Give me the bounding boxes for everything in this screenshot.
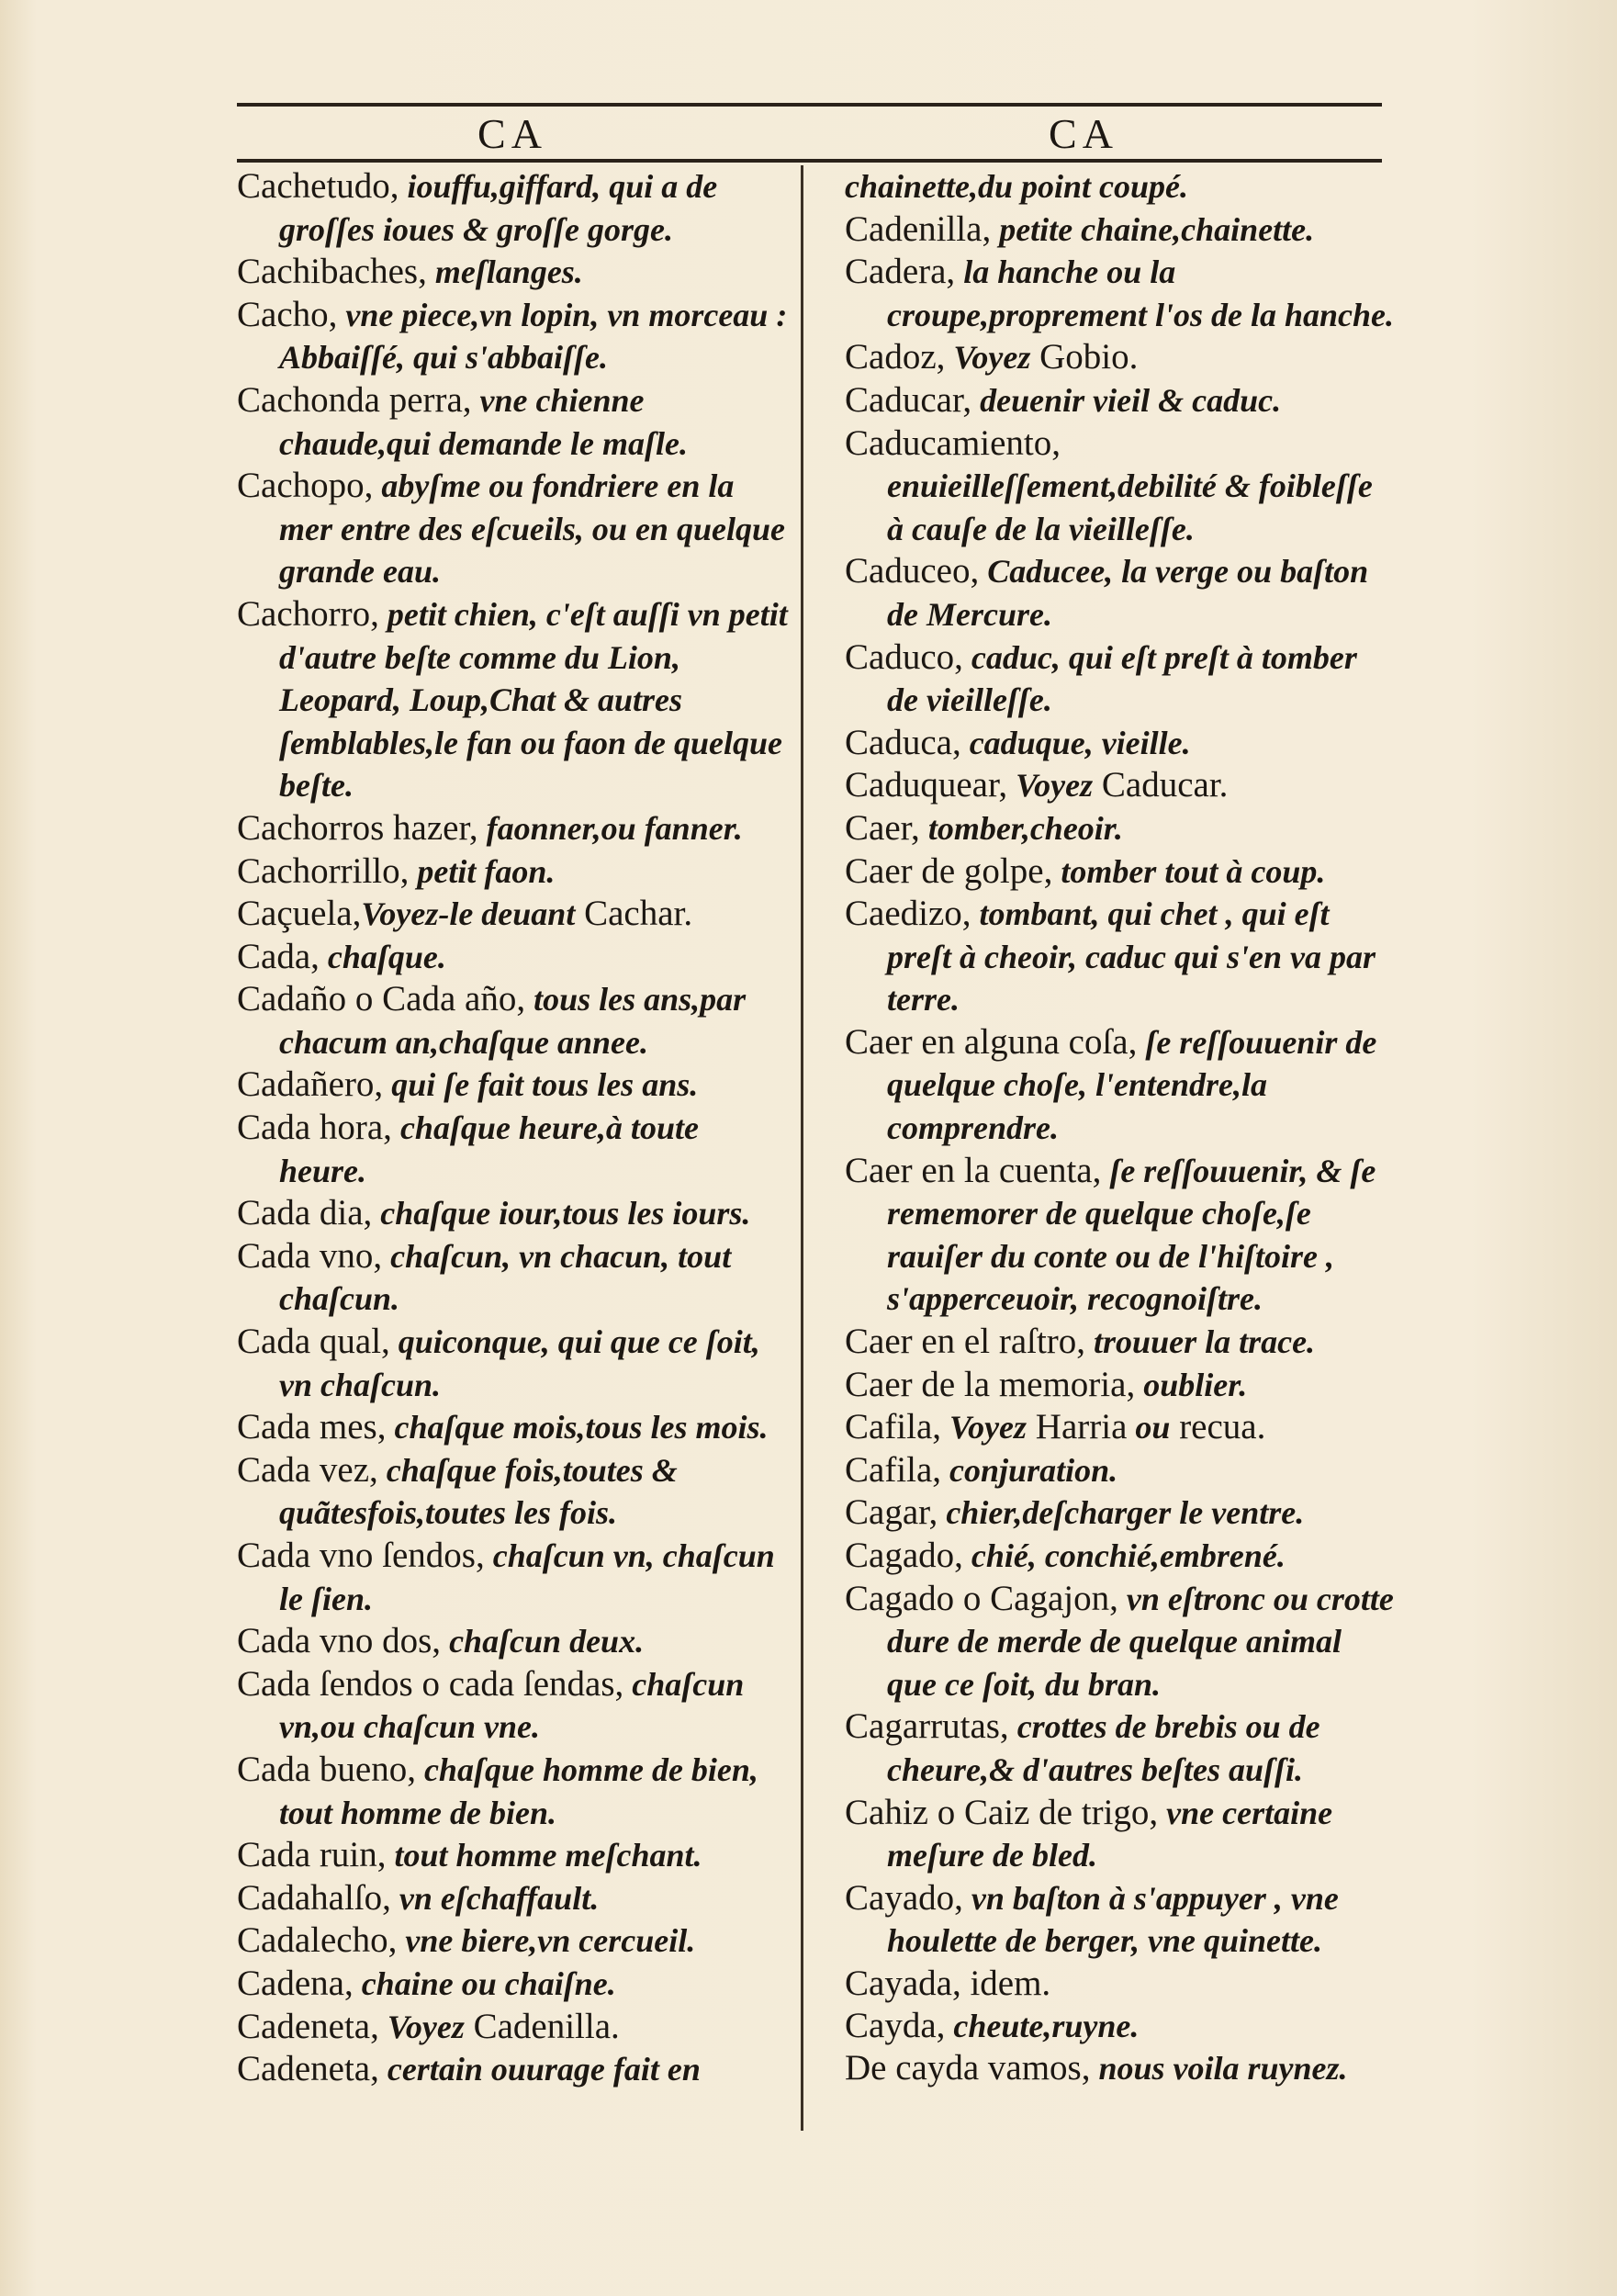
entry-definition: caduque, vieille. xyxy=(960,724,1191,761)
dictionary-entry xyxy=(845,1578,1396,1706)
entry-headword: Caducar. xyxy=(1093,765,1229,805)
entry-headword: Cada dia, xyxy=(237,1193,373,1233)
entry-headword: Caer en el raſtro, xyxy=(845,1322,1086,1362)
dictionary-entry xyxy=(237,1749,792,1834)
entry-definition: ſe reſſouuenir, & ſe rememorer de quelque choſe,ſe rauiſer du conte ou de l'hiſtoire , s'apperceuoir, recognoiſtre. xyxy=(887,1152,1376,1318)
entry-headword: Cachopo, xyxy=(237,466,374,506)
entry-headword: Caduceo, xyxy=(845,551,980,591)
entry-definition: chaine ou chaiſne. xyxy=(353,1964,616,2002)
dictionary-entry xyxy=(237,1107,792,1192)
entry-headword: Cada vno ſendos, xyxy=(237,1536,485,1575)
entry-definition: Voyez xyxy=(941,1409,1027,1446)
entry-headword: Cachetudo, xyxy=(237,166,399,206)
dictionary-entry xyxy=(237,1235,792,1321)
entry-headword: Cagado, xyxy=(845,1536,963,1575)
dictionary-entry xyxy=(237,936,792,979)
dictionary-entry xyxy=(845,1535,1396,1578)
entry-definition: oublier. xyxy=(1135,1366,1248,1403)
dictionary-entry xyxy=(845,1491,1396,1535)
entry-definition: enuieilleſſement,debilité & foibleſſe à cauſe de la vieilleſſe. xyxy=(887,467,1373,547)
entry-headword: Cadaño o Cada año, xyxy=(237,979,526,1019)
entry-headword: Caedizo, xyxy=(845,894,971,934)
entry-headword: Cada vez, xyxy=(237,1449,378,1490)
entry-headword: Cadeneta, xyxy=(237,2006,379,2046)
entry-definition: chier,deſcharger le ventre. xyxy=(938,1494,1305,1532)
entry-definition: qui ſe fait tous les ans. xyxy=(383,1066,699,1104)
entry-headword: Cadenilla. xyxy=(464,2006,620,2046)
dictionary-entry xyxy=(845,764,1396,807)
entry-headword: Cacho, xyxy=(237,294,338,334)
entry-definition: chaſcun, vn chacun, tout chaſcun. xyxy=(279,1237,732,1318)
entry-definition: chié, conchié,embrené. xyxy=(962,1537,1286,1574)
dictionary-entry xyxy=(845,850,1396,894)
dictionary-entry xyxy=(237,294,792,379)
running-head-left: CA xyxy=(477,110,547,157)
entry-headword: Cayado, xyxy=(845,1877,963,1918)
dictionary-entry xyxy=(845,1705,1396,1791)
dictionary-entry xyxy=(845,807,1396,850)
entry-definition: quiconque, qui que ce ſoit, vn chaſcun. xyxy=(279,1323,760,1403)
entry-definition: meſlanges. xyxy=(426,253,583,291)
entry-definition: certain ouurage fait en xyxy=(378,2051,701,2088)
entry-definition: vn eſchaffault. xyxy=(390,1879,600,1917)
entry-headword: Cadeneta, xyxy=(237,2049,379,2089)
dictionary-entry xyxy=(845,1021,1396,1150)
entry-headword: Gobio. xyxy=(1030,337,1139,377)
entry-definition: chaſque mois,tous les mois. xyxy=(386,1409,769,1446)
entry-headword: Cada, xyxy=(237,936,320,976)
dictionary-entry xyxy=(237,1192,792,1235)
entry-definition: tomber tout à coup. xyxy=(1052,852,1326,890)
dictionary-entry xyxy=(845,722,1396,765)
entry-definition: vne certaine meſure de bled. xyxy=(887,1794,1333,1874)
dictionary-entry xyxy=(237,850,792,894)
dictionary-entry xyxy=(845,1449,1396,1492)
running-head-right: CA xyxy=(1049,110,1118,157)
entry-definition: chainette,du point coupé. xyxy=(845,168,1189,205)
entry-definition: vne chienne chaude,qui demande le maſle. xyxy=(279,381,688,462)
dictionary-entry xyxy=(845,1406,1396,1449)
entry-headword: Caducar, xyxy=(845,379,972,420)
entry-headword: Cada qual, xyxy=(237,1322,390,1362)
column-divider xyxy=(801,165,803,2131)
dictionary-entry xyxy=(237,1321,792,1406)
left-column xyxy=(237,165,792,2091)
entry-headword: Cada hora, xyxy=(237,1108,392,1148)
entry-definition: chaſcun vn,ou chaſcun vne. xyxy=(279,1665,745,1746)
entry-definition: vne biere,vn cercueil. xyxy=(397,1922,696,1960)
entry-headword: Caer de golpe, xyxy=(845,850,1053,891)
entry-definition: Caducee, la verge ou baſton de Mercure. xyxy=(887,553,1369,633)
dictionary-entry xyxy=(845,2047,1396,2090)
entry-headword: Caduca, xyxy=(845,722,961,762)
dictionary-entry xyxy=(845,1150,1396,1321)
entry-headword: Cachorro, xyxy=(237,593,379,634)
entry-definition: caduc, qui eſt preſt à tomber de vieilleſſe. xyxy=(887,638,1357,719)
entry-definition: chaſque homme de bien, tout homme de bien. xyxy=(279,1750,758,1831)
dictionary-entry xyxy=(237,1663,792,1749)
entry-definition: abyſme ou fondriere en la mer entre des eſcueils, ou en quelque grande eau. xyxy=(279,467,785,591)
dictionary-entry xyxy=(237,1919,792,1963)
entry-headword: Cachar. xyxy=(575,894,693,934)
entry-definition: Voyez xyxy=(945,339,1031,377)
entry-headword: Caduco, xyxy=(845,636,963,677)
dictionary-entry xyxy=(237,893,792,936)
dictionary-entry xyxy=(237,251,792,294)
entry-headword: Cayada, idem. xyxy=(845,1963,1051,2003)
dictionary-entry xyxy=(237,2006,792,2049)
dictionary-entry xyxy=(237,1406,792,1449)
entry-headword: Cadena, xyxy=(237,1963,354,2003)
entry-definition: petit chien, c'eſt auſſi vn petit d'autre beſte comme du Lion, Leopard, Loup,Chat & autres ſemblables,le fan ou faon de quelque beſte. xyxy=(279,595,788,805)
entry-definition: crottes de brebis ou de cheure,& d'autres beſtes auſſi. xyxy=(887,1708,1320,1788)
entry-headword: Cadera, xyxy=(845,252,956,292)
entry-definition: la hanche ou la croupe,proprement l'os de la hanche. xyxy=(887,253,1395,333)
dictionary-entry xyxy=(845,1792,1396,1877)
entry-headword: Cadoz, xyxy=(845,337,946,377)
entry-headword: Cachorrillo, xyxy=(237,850,410,891)
dictionary-entry xyxy=(237,1834,792,1877)
entry-headword: recua. xyxy=(1170,1407,1266,1447)
entry-definition: petit faon. xyxy=(409,852,556,890)
right-column xyxy=(845,165,1396,2090)
dictionary-entry xyxy=(237,1449,792,1535)
dictionary-entry xyxy=(845,1877,1396,1963)
entry-headword: Cachibaches, xyxy=(237,252,427,292)
entry-headword: Cada vno, xyxy=(237,1235,383,1276)
entry-definition: trouuer la trace. xyxy=(1085,1323,1316,1361)
entry-definition: ou xyxy=(1127,1409,1171,1446)
dictionary-entry xyxy=(237,1535,792,1620)
dictionary-entry xyxy=(845,1321,1396,1364)
entry-definition: petite chaine,chainette. xyxy=(991,210,1315,248)
entry-definition: deuenir vieil & caduc. xyxy=(971,381,1282,419)
dictionary-entry xyxy=(845,336,1396,379)
entry-headword: Cagar, xyxy=(845,1492,938,1533)
dictionary-entry xyxy=(237,807,792,850)
entry-definition: tout homme meſchant. xyxy=(386,1837,702,1874)
entry-headword: Cada ruin, xyxy=(237,1835,387,1875)
entry-headword: Caçuela, xyxy=(237,894,362,934)
dictionary-entry xyxy=(845,1364,1396,1407)
entry-definition: tomber,cheoir. xyxy=(919,809,1123,847)
entry-headword: Cachonda perra, xyxy=(237,379,472,420)
entry-headword: Cayda, xyxy=(845,2005,946,2045)
entry-headword: Cada ſendos o cada ſendas, xyxy=(237,1663,624,1704)
dictionary-entry xyxy=(845,208,1396,252)
entry-definition: tombant, qui chet , qui eſt preſt à cheoir, caduc qui s'en va par terre. xyxy=(887,895,1376,1019)
entry-headword: Cahiz o Caiz de trigo, xyxy=(845,1792,1159,1832)
dictionary-entry xyxy=(237,1064,792,1107)
dictionary-entry xyxy=(237,1877,792,1920)
entry-headword: Cada vno dos, xyxy=(237,1621,442,1661)
entry-definition: ſe reſſouuenir de quelque choſe, l'entendre,la comprendre. xyxy=(887,1023,1377,1147)
entry-headword: Caer en alguna coſa, xyxy=(845,1021,1138,1062)
entry-definition: vn eſtronc ou crotte dure de merde de quelque animal que ce ſoit, du bran. xyxy=(887,1580,1394,1703)
entry-definition: vn baſton à s'appuyer , vne houlette de berger, vne quinette. xyxy=(887,1879,1339,1960)
entry-headword: Cadalecho, xyxy=(237,1920,398,1961)
dictionary-entry xyxy=(845,251,1396,336)
entry-definition: chaſcun vn, chaſcun le ſien. xyxy=(279,1537,775,1617)
entry-definition: iouffu,giffard, qui a de groſſes ioues & groſſe gorge. xyxy=(279,168,718,248)
entry-definition: chaſcun deux. xyxy=(441,1623,645,1660)
entry-definition: tous les ans,par chacum an,chaſque annee. xyxy=(279,981,747,1061)
entry-headword: Caer en la cuenta, xyxy=(845,1150,1102,1190)
entry-headword: Caer, xyxy=(845,807,920,848)
dictionary-entry xyxy=(845,893,1396,1021)
entry-definition: Voyez xyxy=(378,2008,465,2045)
dictionary-entry xyxy=(237,165,792,251)
dictionary-entry xyxy=(845,636,1396,722)
dictionary-entry xyxy=(237,1620,792,1663)
dictionary-entry xyxy=(237,465,792,593)
entry-definition: vne piece,vn lopin, vn morceau : Abbaiſſé, qui s'abbaiſſe. xyxy=(279,296,788,377)
entry-headword: Caduquear, xyxy=(845,765,1008,805)
entry-headword: Caducamiento, xyxy=(845,422,1061,463)
entry-headword: Cada mes, xyxy=(237,1407,387,1447)
dictionary-entry xyxy=(237,1963,792,2006)
dictionary-entry xyxy=(845,1963,1396,2005)
dictionary-entry xyxy=(845,2005,1396,2048)
entry-headword: Cagado o Cagajon, xyxy=(845,1578,1118,1618)
entry-headword: Cachorros hazer, xyxy=(237,807,478,848)
entry-definition: cheute,ruyne. xyxy=(945,2007,1140,2044)
entry-headword: Cagarrutas, xyxy=(845,1706,1009,1747)
entry-headword: Cafila, xyxy=(845,1449,942,1490)
entry-definition: chaſque fois,toutes & quãtesfois,toutes les fois. xyxy=(279,1451,678,1532)
entry-headword: Cafila, xyxy=(845,1407,942,1447)
dictionary-entry xyxy=(237,379,792,465)
dictionary-entry xyxy=(237,593,792,807)
entry-headword: Harria xyxy=(1027,1407,1128,1447)
dictionary-entry xyxy=(845,422,1396,551)
dictionary-entry xyxy=(237,978,792,1064)
entry-definition: chaſque iour,tous les iours. xyxy=(372,1195,751,1232)
entry-definition: Voyez xyxy=(1007,767,1094,805)
dictionary-entry xyxy=(845,165,1396,208)
entry-definition: chaſque. xyxy=(319,938,446,975)
entry-headword: Cada bueno, xyxy=(237,1749,416,1789)
header-rule-top xyxy=(237,103,1382,107)
entry-definition: conjuration. xyxy=(941,1451,1118,1489)
entry-definition: chaſque heure,à toute heure. xyxy=(279,1109,699,1189)
entry-headword: Caer de la memoria, xyxy=(845,1364,1136,1404)
header-rule-bottom xyxy=(237,159,1382,163)
entry-headword: Cadañero, xyxy=(237,1064,384,1105)
entry-definition: Voyez-le deuant xyxy=(361,895,576,933)
dictionary-entry xyxy=(845,550,1396,636)
dictionary-entry xyxy=(237,2048,792,2091)
entry-headword: De cayda vamos, xyxy=(845,2048,1091,2088)
dictionary-entry xyxy=(845,379,1396,422)
entry-headword: Cadenilla, xyxy=(845,208,992,249)
entry-definition: faonner,ou fanner. xyxy=(477,809,743,847)
entry-headword: Cadahalſo, xyxy=(237,1877,391,1918)
entry-definition: nous voila ruynez. xyxy=(1090,2050,1348,2088)
